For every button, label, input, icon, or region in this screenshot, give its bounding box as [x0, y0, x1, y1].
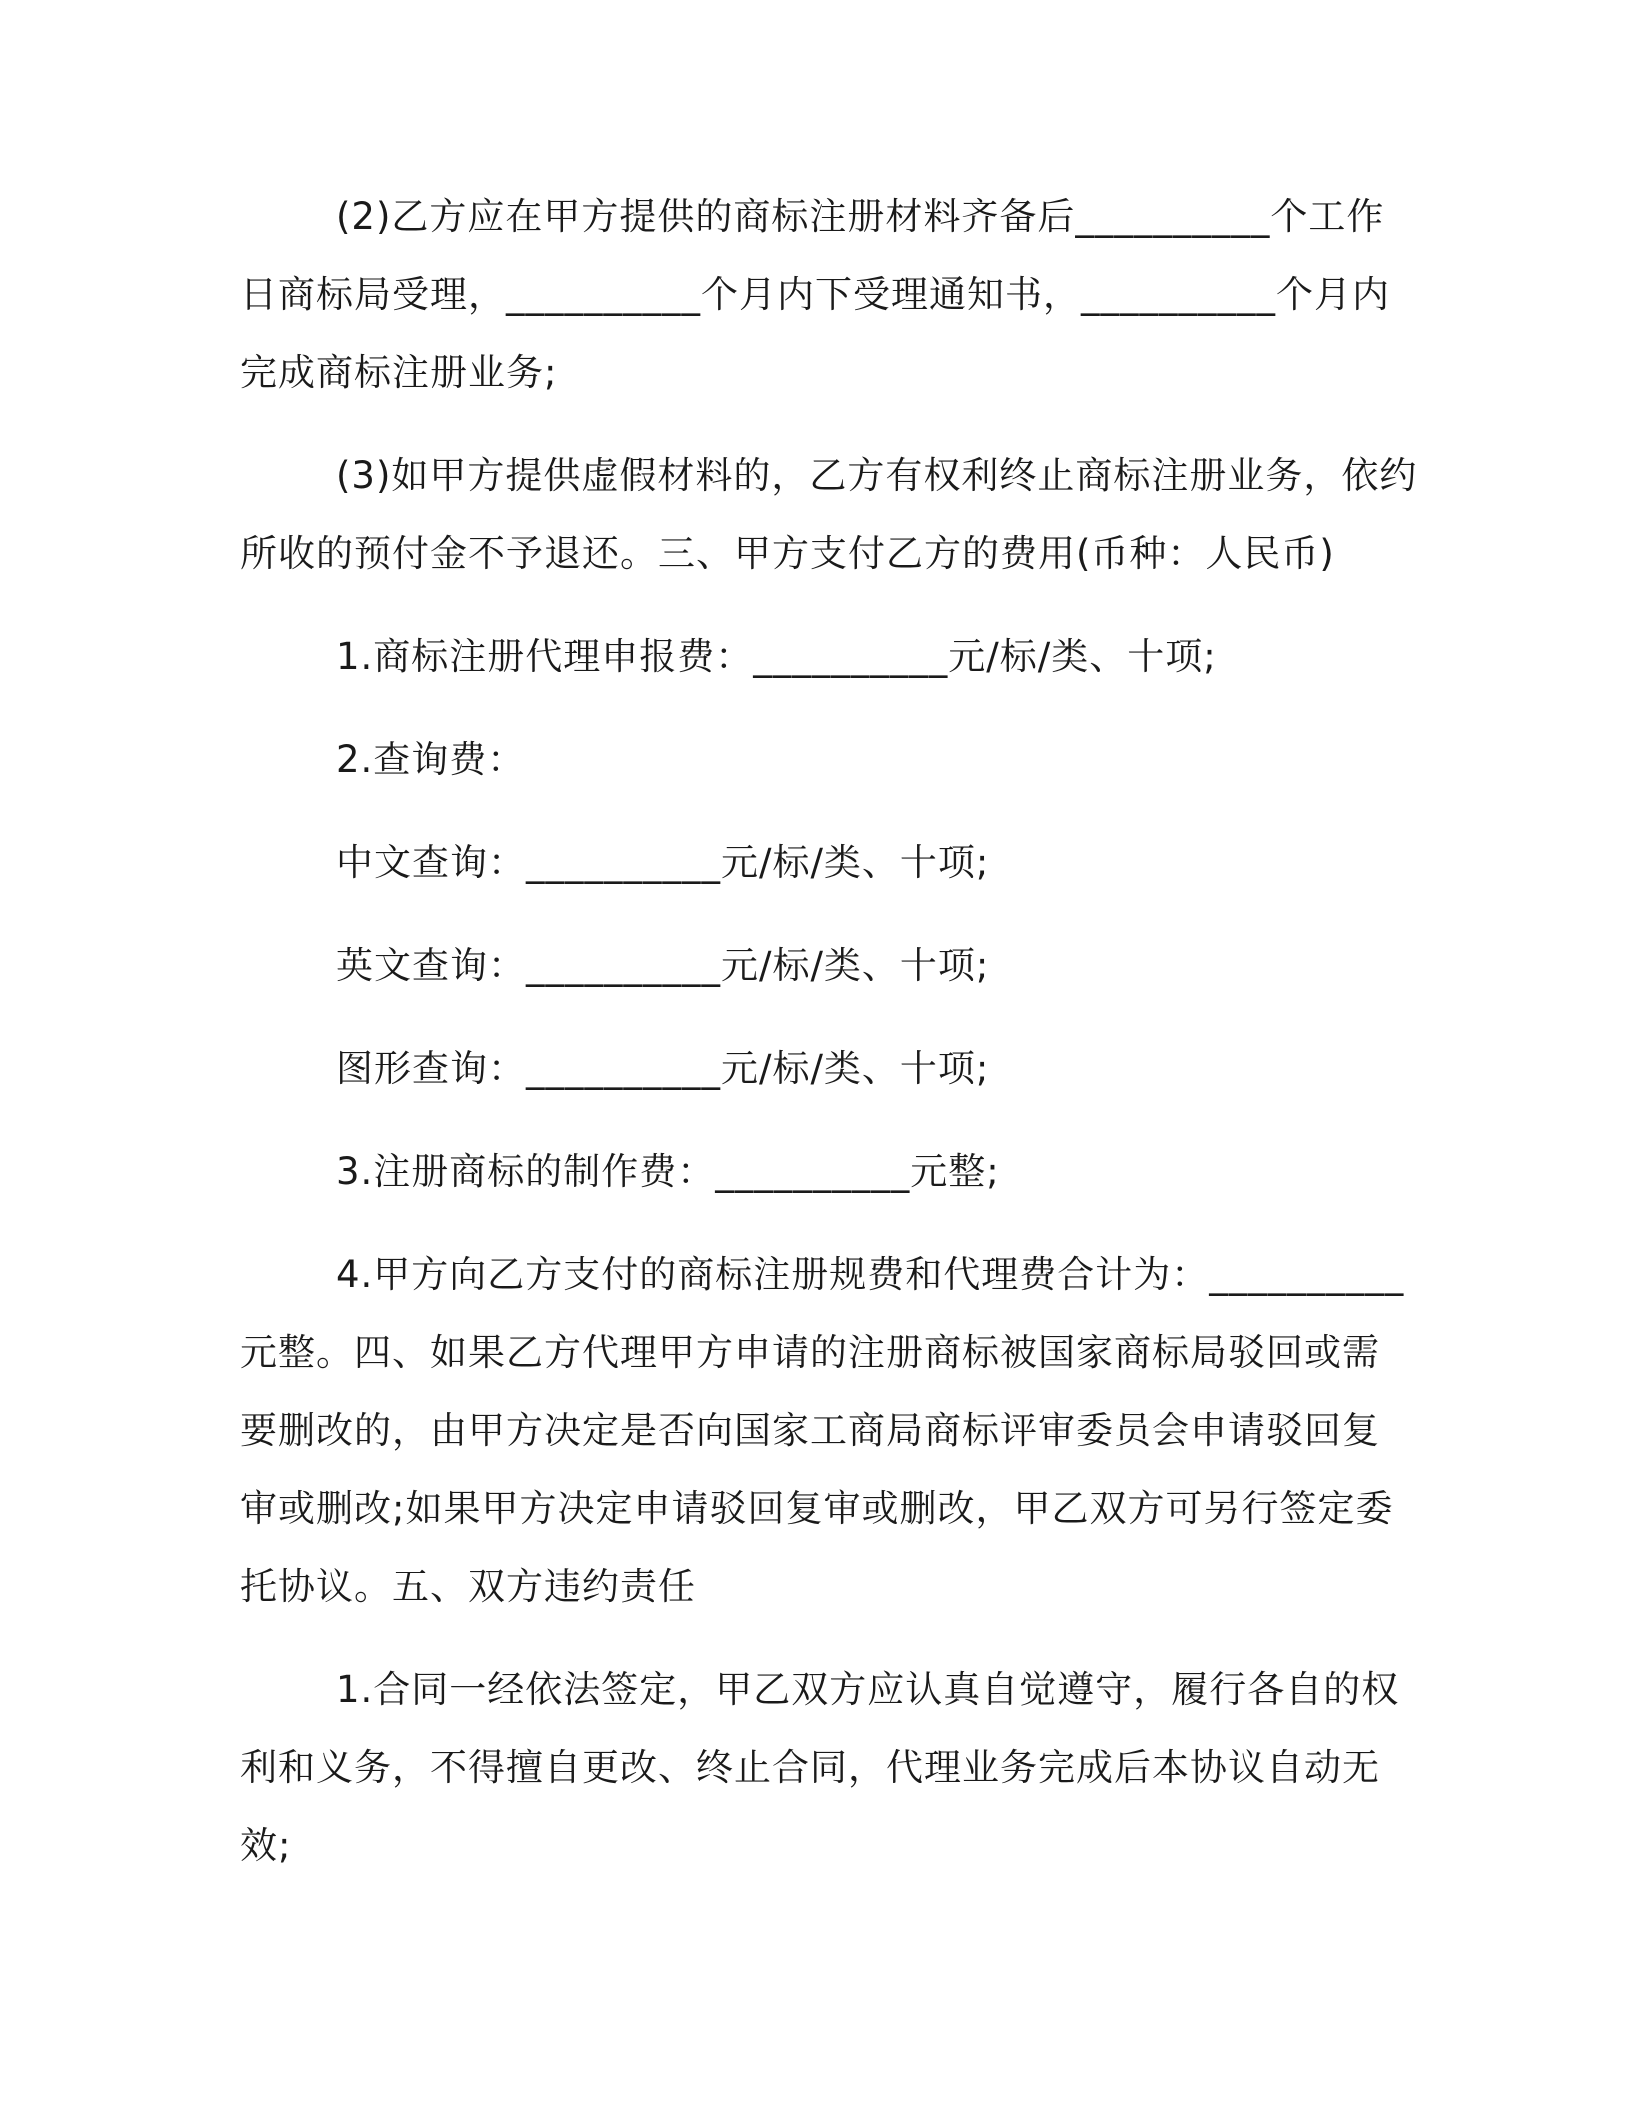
text-line: 所收的预付金不予退还。三、甲方支付乙方的费用(币种：人民币): [240, 532, 1335, 575]
fee-item-registration: 1.商标注册代理申报费：__________元/标/类、十项;: [336, 635, 1217, 678]
text-line: 1.合同一经依法签定，甲乙双方应认真自觉遵守，履行各自的权: [336, 1668, 1400, 1711]
text-line: 日商标局受理，__________个月内下受理通知书，__________个月内: [240, 273, 1390, 316]
text-line: 审或删改;如果甲方决定申请驳回复审或删改，甲乙双方可另行签定委: [240, 1487, 1394, 1530]
text-line: 效;: [240, 1824, 292, 1867]
fee-item-english-search: 英文查询：__________元/标/类、十项;: [336, 944, 990, 987]
text-line: 要删改的，由甲方决定是否向国家工商局商标评审委员会申请驳回复: [240, 1409, 1380, 1452]
text-line: 元整。四、如果乙方代理甲方申请的注册商标被国家商标局驳回或需: [240, 1331, 1380, 1374]
text-line: 利和义务，不得擅自更改、终止合同，代理业务完成后本协议自动无: [240, 1746, 1380, 1789]
fee-item-production: 3.注册商标的制作费：__________元整;: [336, 1150, 1000, 1193]
text-line: 托协议。五、双方违约责任: [240, 1565, 696, 1608]
text-line: 完成商标注册业务;: [240, 351, 558, 394]
fee-item-chinese-search: 中文查询：__________元/标/类、十项;: [336, 841, 990, 884]
text-line: 4.甲方向乙方支付的商标注册规费和代理费合计为：__________: [336, 1253, 1405, 1296]
text-line: (3)如甲方提供虚假材料的，乙方有权利终止商标注册业务，依约: [336, 454, 1418, 497]
fee-item-search: 2.查询费：: [336, 738, 526, 781]
text-line: (2)乙方应在甲方提供的商标注册材料齐备后__________个工作: [336, 195, 1385, 238]
fee-item-graphic-search: 图形查询：__________元/标/类、十项;: [336, 1047, 990, 1090]
